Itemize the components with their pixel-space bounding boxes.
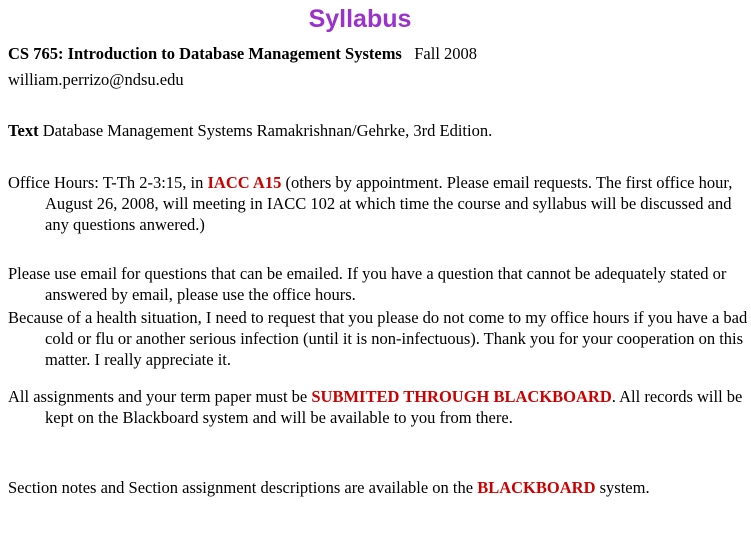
section-notes-intro: Section notes and Section assignment descriptions are available on the: [8, 478, 478, 497]
section-notes-end: system.: [595, 478, 650, 497]
assignments-highlight: SUBMITED THROUGH BLACKBOARD: [311, 387, 612, 406]
email-questions-paragraph: Please use email for questions that can be emailed. If you have a question that cannot be adequately stated or answered by email, please use the office hours.: [8, 264, 727, 304]
office-hours-paragraph: [8, 172, 751, 235]
course-term: Fall 2008: [414, 44, 478, 63]
health-notice-paragraph: Because of a health situation, I need to request that you please do not come to my office hours if you have a bad cold or flu or another serious infection (until it is non-infectuous). Thank you for your cooperation on this matter. I really appreciate it.: [8, 308, 748, 369]
assignments-paragraph: [8, 386, 751, 428]
office-hours-intro: Office Hours: T-Th 2-3:15, in: [8, 173, 208, 192]
assignments-intro: All assignments and your term paper must be: [8, 387, 312, 406]
textbook-value: Database Management Systems Ramakrishnan/Gehrke, 3rd Edition.: [42, 121, 493, 140]
instructor-email: william.perrizo@ndsu.edu: [8, 70, 184, 89]
section-notes-paragraph: [8, 477, 751, 498]
textbook-label: Text: [8, 121, 39, 140]
page-title: Syllabus: [308, 5, 412, 33]
section-notes-highlight: BLACKBOARD: [477, 478, 596, 497]
assignments-details: . All records will be kept on the Blackboard system and will be available to you from there.: [45, 387, 743, 427]
textbook-line: [8, 120, 714, 141]
office-hours-details: (others by appointment. Please email requests. The first office hour, August 26, 2008, will meeting in IACC 102 at which time the course and syllabus will be discussed and any questions anwered.): [45, 173, 733, 234]
course-line: [8, 43, 714, 64]
office-room: IACC A15: [207, 173, 282, 192]
course-name: CS 765: Introduction to Database Management Systems: [8, 44, 402, 63]
